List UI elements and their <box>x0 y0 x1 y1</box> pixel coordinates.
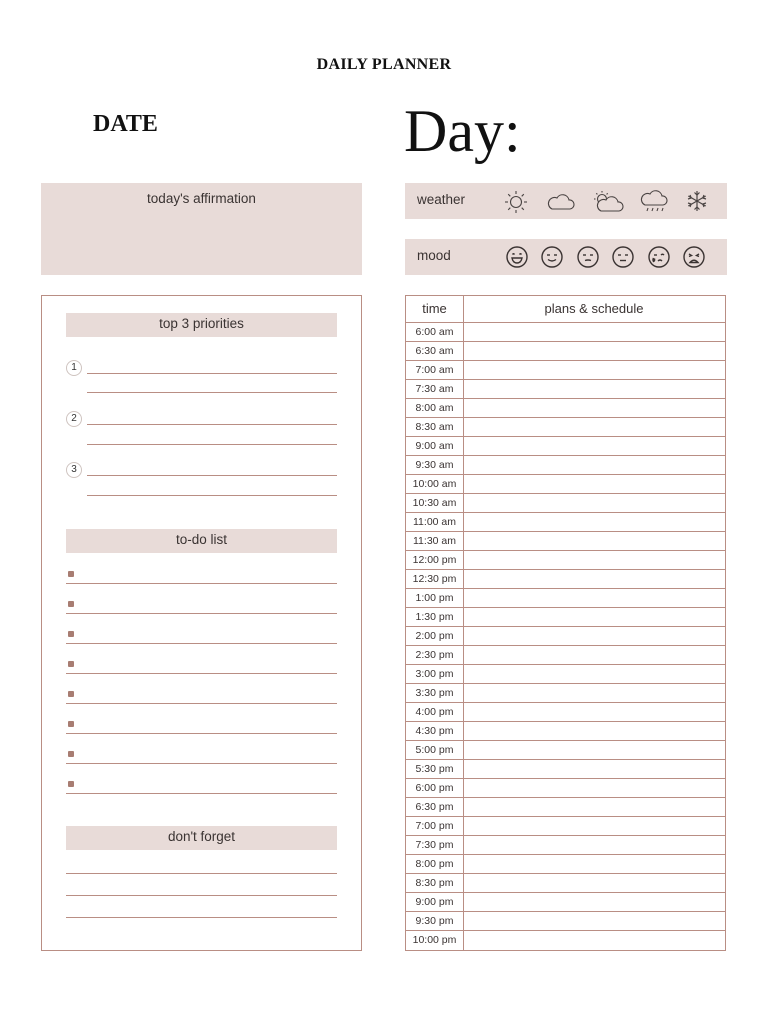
day-label: Day: <box>404 98 521 164</box>
todo-line[interactable] <box>66 793 337 794</box>
schedule-row[interactable] <box>406 474 725 493</box>
schedule-time: 6:30 pm <box>415 801 454 813</box>
schedule-row[interactable] <box>406 873 725 892</box>
schedule-time: 9:00 am <box>415 440 454 452</box>
priority-2-line-2[interactable] <box>87 444 337 445</box>
priority-2-line-1[interactable] <box>87 424 337 425</box>
schedule-row[interactable] <box>406 417 725 436</box>
priority-number-1: 1 <box>66 360 82 376</box>
todo-line[interactable] <box>66 583 337 584</box>
schedule-time: 4:00 pm <box>415 706 454 718</box>
schedule-row[interactable] <box>406 911 725 930</box>
schedule-time: 10:30 am <box>412 497 457 509</box>
crying-face-icon[interactable] <box>647 245 671 269</box>
affirmation-title: today's affirmation <box>147 191 256 206</box>
dont-forget-line[interactable] <box>66 895 337 896</box>
todo-bullet <box>68 661 74 667</box>
planner-title: DAILY PLANNER <box>316 56 452 73</box>
dont-forget-line[interactable] <box>66 917 337 918</box>
plans-column-header: plans & schedule <box>544 301 644 316</box>
schedule-row[interactable] <box>406 455 725 474</box>
schedule-table <box>405 295 726 951</box>
schedule-time: 9:30 am <box>415 459 454 471</box>
todo-bullet <box>68 691 74 697</box>
todo-line[interactable] <box>66 673 337 674</box>
schedule-time: 12:00 pm <box>412 554 457 566</box>
schedule-time: 6:00 am <box>415 326 454 338</box>
schedule-time: 6:00 pm <box>415 782 454 794</box>
neutral-face-icon[interactable] <box>576 245 600 269</box>
left-panel <box>41 295 362 951</box>
schedule-row[interactable] <box>406 835 725 854</box>
todo-bullet <box>68 781 74 787</box>
todo-line[interactable] <box>66 733 337 734</box>
sad-face-icon[interactable] <box>682 245 706 269</box>
schedule-time: 11:00 am <box>413 516 456 528</box>
partly-cloudy-icon[interactable] <box>591 189 625 215</box>
schedule-time: 11:30 am <box>413 535 456 547</box>
schedule-time: 9:30 pm <box>415 915 454 927</box>
schedule-time: 7:00 pm <box>415 820 454 832</box>
sun-icon[interactable] <box>503 189 529 215</box>
schedule-row[interactable] <box>406 930 725 949</box>
rain-icon[interactable] <box>638 189 670 217</box>
schedule-row[interactable] <box>406 322 725 341</box>
schedule-row[interactable] <box>406 436 725 455</box>
priority-number-2: 2 <box>66 411 82 427</box>
schedule-row[interactable] <box>406 797 725 816</box>
schedule-time: 8:00 pm <box>415 858 454 870</box>
schedule-row[interactable] <box>406 740 725 759</box>
schedule-row[interactable] <box>406 588 725 607</box>
schedule-row[interactable] <box>406 493 725 512</box>
todo-line[interactable] <box>66 703 337 704</box>
schedule-time: 5:00 pm <box>415 744 454 756</box>
schedule-time: 10:00 am <box>412 478 457 490</box>
schedule-time: 12:30 pm <box>412 573 457 585</box>
todo-line[interactable] <box>66 613 337 614</box>
time-column-header: time <box>422 301 447 316</box>
todo-line[interactable] <box>66 763 337 764</box>
priority-1-line-1[interactable] <box>87 373 337 374</box>
mood-strip <box>405 239 727 275</box>
schedule-row[interactable] <box>406 645 725 664</box>
todo-bullet <box>68 601 74 607</box>
schedule-time: 2:30 pm <box>415 649 454 661</box>
dont-forget-heading: don't forget <box>66 826 337 850</box>
weather-strip <box>405 183 727 219</box>
priority-3-line-2[interactable] <box>87 495 337 496</box>
todo-bullet <box>68 631 74 637</box>
priority-number-3: 3 <box>66 462 82 478</box>
schedule-row[interactable] <box>406 569 725 588</box>
schedule-time: 2:00 pm <box>415 630 454 642</box>
schedule-row[interactable] <box>406 778 725 797</box>
schedule-row[interactable] <box>406 683 725 702</box>
affirmation-box[interactable] <box>41 183 362 275</box>
schedule-row[interactable] <box>406 702 725 721</box>
schedule-row[interactable] <box>406 550 725 569</box>
laughing-face-icon[interactable] <box>505 245 529 269</box>
cloud-icon[interactable] <box>545 189 577 215</box>
snowflake-icon[interactable] <box>685 189 709 213</box>
priority-1-line-2[interactable] <box>87 392 337 393</box>
todo-line[interactable] <box>66 643 337 644</box>
schedule-time: 10:00 pm <box>412 934 457 946</box>
schedule-time: 9:00 pm <box>415 896 454 908</box>
todo-bullet <box>68 571 74 577</box>
schedule-row[interactable] <box>406 360 725 379</box>
schedule-row[interactable] <box>406 607 725 626</box>
schedule-time: 1:00 pm <box>415 592 454 604</box>
schedule-row[interactable] <box>406 664 725 683</box>
schedule-time: 1:30 pm <box>415 611 454 623</box>
schedule-time: 5:30 pm <box>415 763 454 775</box>
schedule-time: 7:30 am <box>415 383 454 395</box>
schedule-row[interactable] <box>406 398 725 417</box>
schedule-row[interactable] <box>406 379 725 398</box>
schedule-row[interactable] <box>406 626 725 645</box>
schedule-time: 8:30 am <box>415 421 454 433</box>
weather-label: weather <box>417 192 466 207</box>
todo-bullet <box>68 751 74 757</box>
priority-3-line-1[interactable] <box>87 475 337 476</box>
schedule-time: 6:30 am <box>415 345 454 357</box>
priorities-heading: top 3 priorities <box>66 313 337 337</box>
date-label: DATE <box>93 111 158 137</box>
schedule-time: 7:00 am <box>415 364 454 376</box>
schedule-row[interactable] <box>406 892 725 911</box>
schedule-time: 8:30 pm <box>415 877 454 889</box>
schedule-row[interactable] <box>406 759 725 778</box>
mood-label: mood <box>417 248 451 263</box>
todo-heading: to-do list <box>66 529 337 553</box>
schedule-row[interactable] <box>406 816 725 835</box>
schedule-time: 4:30 pm <box>415 725 454 737</box>
smiling-face-icon[interactable] <box>540 245 564 269</box>
schedule-time: 3:00 pm <box>415 668 454 680</box>
schedule-row[interactable] <box>406 341 725 360</box>
schedule-time: 3:30 pm <box>415 687 454 699</box>
schedule-row[interactable] <box>406 721 725 740</box>
todo-bullet <box>68 721 74 727</box>
schedule-time: 7:30 pm <box>415 839 454 851</box>
schedule-row[interactable] <box>406 854 725 873</box>
dont-forget-line[interactable] <box>66 873 337 874</box>
schedule-time: 8:00 am <box>415 402 454 414</box>
expressionless-face-icon[interactable] <box>611 245 635 269</box>
schedule-row[interactable] <box>406 531 725 550</box>
schedule-row[interactable] <box>406 512 725 531</box>
